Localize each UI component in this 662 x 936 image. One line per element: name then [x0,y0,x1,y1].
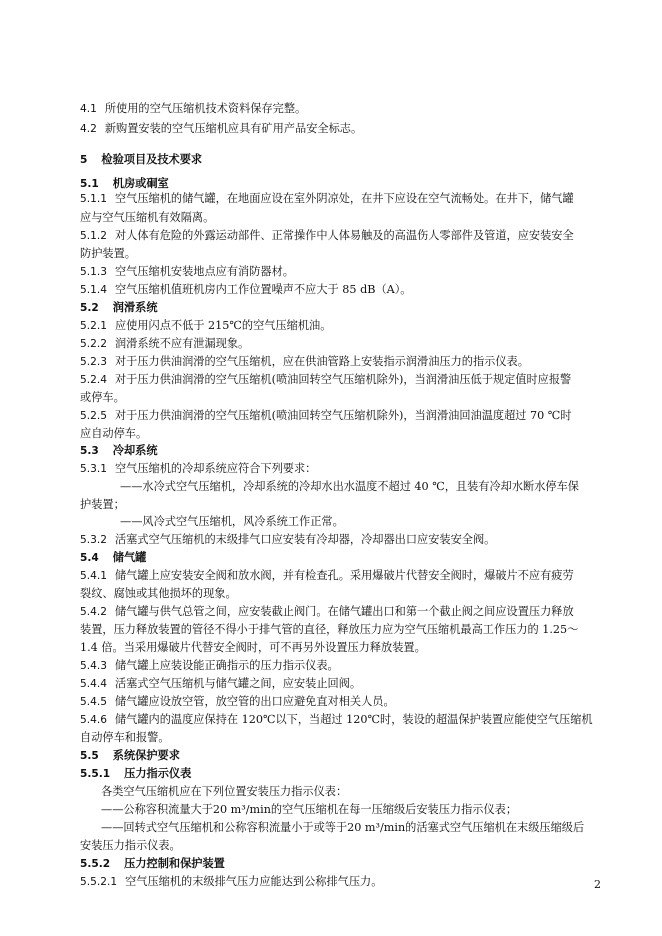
text-line [80,622,598,637]
continuation-text: 护装置； [80,498,125,511]
clause-number: 5.1.3 [80,266,107,278]
clause-text: 对于压力供油润滑的空气压缩机(喷油回转空气压缩机除外)，当润滑油压低于规定值时应报警 [114,373,572,386]
text-line [120,514,638,529]
text-line [80,282,598,298]
clause-text: 储气罐应设放空管，放空管的出口应避免直对相关人员。 [114,695,395,708]
clause-text: 空气压缩机安装地点应有消防器材。 [114,265,294,278]
continuation-text: ——回转式空气压缩机和公称容积流量小于或等于20 m³/min的活塞式空气压缩机在末级压缩级后 [101,821,585,834]
text-line [80,766,598,782]
text-line [80,372,598,388]
clause-number: 5.3.1 [80,463,107,475]
text-line [120,479,638,494]
text-line [80,426,598,441]
clause-text: 检验项目及技术要求 [101,153,203,166]
text-line [80,246,598,261]
clause-number: 5.1.2 [80,230,107,242]
clause-number: 5.2.3 [80,356,107,368]
clause-text: 对于压力供油润滑的空气压缩机(喷油回转空气压缩机除外)，当润滑油回油温度超过 70 ℃时 [114,409,572,422]
clause-text: 应使用闪点不低于 215℃的空气压缩机油。 [114,319,332,332]
text-line [80,443,598,459]
clause-text: 对于压力供油润滑的空气压缩机，应在供油管路上安装指示润滑油压力的指示仪表。 [114,355,529,368]
text-line [80,101,598,117]
clause-number: 5.5.2.1 [80,876,118,888]
continuation-text: 自动停车和报警。 [80,731,170,744]
text-line [80,676,598,692]
text-line [80,461,598,477]
clause-number: 5.5 [80,750,99,762]
text-line [80,264,598,280]
clause-text: 空气压缩机的末级排气压力应能达到公称排气压力。 [125,875,383,888]
clause-text: 冷却系统 [112,444,158,457]
text-line [80,176,598,192]
clause-text: 润滑系统不应有泄漏现象。 [114,337,250,350]
clause-text: 系统保护要求 [112,749,180,762]
text-line [80,152,598,168]
clause-text: 压力指示仪表 [124,767,192,780]
clause-number: 5.2.4 [80,374,107,386]
clause-text: 活塞式空气压缩机与储气罐之间，应安装止回阀。 [114,677,362,690]
clause-text: 空气压缩机值班机房内工作位置噪声不应大于 85 dB（A）。 [114,283,412,296]
continuation-text: 安装压力指示仪表。 [80,839,181,852]
clause-number: 5.2.2 [80,338,107,350]
clause-number: 5.4.6 [80,714,107,726]
page-number: 2 [594,878,601,891]
clause-text: 活塞式空气压缩机的末级排气口应安装有冷却器，冷却器出口应安装安全阀。 [114,533,496,546]
clause-number: 5.1.1 [80,193,107,205]
continuation-text: 应与空气压缩机有效隔离。 [80,211,215,224]
clause-text: 储气罐上应装设能正确指示的压力指示仪表。 [114,659,339,672]
continuation-text: ——公称容积流量大于20 m³/min的空气压缩机在每一压缩级后安装压力指示仪表； [101,803,518,816]
clause-number: 5.1.4 [80,284,107,296]
text-line [101,784,619,799]
text-line [80,228,598,244]
text-line [80,121,598,137]
text-line [80,748,598,764]
continuation-text: ——水冷式空气压缩机，冷却系统的冷却水出水温度不超过 40 ℃，且装有冷却水断水停车保 [120,480,579,493]
text-line [80,604,598,620]
clause-text: 储气罐上应安装安全阀和放水阀，并有检查孔。采用爆破片代替安全阀时，爆破片不应有疲劳 [114,569,574,582]
clause-number: 4.2 [80,123,97,135]
continuation-text: 各类空气压缩机应在下列位置安装压力指示仪表： [101,785,348,798]
clause-number: 5.4.1 [80,570,107,582]
clause-number: 5 [80,154,88,166]
continuation-text: 应自动停车。 [80,427,148,440]
continuation-text: 1.4 倍。当采用爆破片代替安全阀时，可不再另外设置压力释放装置。 [80,641,426,654]
text-line [80,390,598,405]
text-line [80,210,598,225]
text-line [80,874,598,890]
continuation-text: 装置，压力释放装置的管径不得小于排气管的直径，释放压力应为空气压缩机最高工作压力的 1.25～ [80,623,579,636]
clause-text: 储气罐内的温度应保持在 120℃以下，当超过 120℃时，装设的超温保护装置应能使空气压缩机 [114,713,593,726]
text-line [80,354,598,370]
text-line [80,658,598,674]
text-line [80,318,598,334]
text-line [80,408,598,424]
clause-number: 5.4.5 [80,696,107,708]
clause-text: 润滑系统 [112,301,158,314]
continuation-text: 或停车。 [80,391,125,404]
clause-number: 5.4.3 [80,660,107,672]
continuation-text: ——风冷式空气压缩机，风冷系统工作正常。 [120,515,344,528]
clause-text: 机房或硐室 [112,177,169,190]
text-line [80,336,598,352]
text-line [80,550,598,566]
text-line [101,820,619,835]
clause-number: 5.3.2 [80,534,107,546]
text-line [80,586,598,601]
clause-number: 5.2.1 [80,320,107,332]
clause-number: 4.1 [80,103,97,115]
clause-text: 新购置安装的空气压缩机应具有矿用产品安全标志。 [104,122,363,135]
clause-text: 对人体有危险的外露运动部件、正常操作中人体易触及的高温伤人零部件及管道，应安装安全 [114,229,574,242]
clause-number: 5.2.5 [80,410,107,422]
text-line [80,694,598,710]
clause-number: 5.5.1 [80,768,111,780]
text-line [80,712,598,728]
text-line [80,497,598,512]
clause-text: 储气罐 [112,551,147,564]
clause-number: 5.3 [80,445,99,457]
text-line [101,802,619,817]
clause-text: 所使用的空气压缩机技术资料保存完整。 [104,102,307,115]
continuation-text: 防护装置。 [80,247,136,260]
text-line [80,568,598,584]
text-line [80,532,598,548]
text-line [80,191,598,207]
clause-number: 5.4 [80,552,99,564]
clause-number: 5.5.2 [80,858,111,870]
clause-text: 压力控制和保护装置 [124,857,225,870]
text-line [80,640,598,655]
continuation-text: 裂纹、腐蚀或其他损坏的现象。 [80,587,237,600]
text-line [80,838,598,853]
clause-number: 5.4.2 [80,606,107,618]
clause-number: 5.4.4 [80,678,107,690]
clause-number: 5.1 [80,178,99,190]
clause-number: 5.2 [80,302,99,314]
text-line [80,300,598,316]
clause-text: 空气压缩机的储气罐，在地面应设在室外阴凉处，在井下应设在空气流畅处。在井下，储气罐 [114,192,574,205]
clause-text: 储气罐与供气总管之间，应安装截止阀门。在储气罐出口和第一个截止阀之间应设置压力释放 [114,605,574,618]
text-line [80,856,598,872]
text-line [80,730,598,745]
clause-text: 空气压缩机的冷却系统应符合下列要求： [114,462,317,475]
